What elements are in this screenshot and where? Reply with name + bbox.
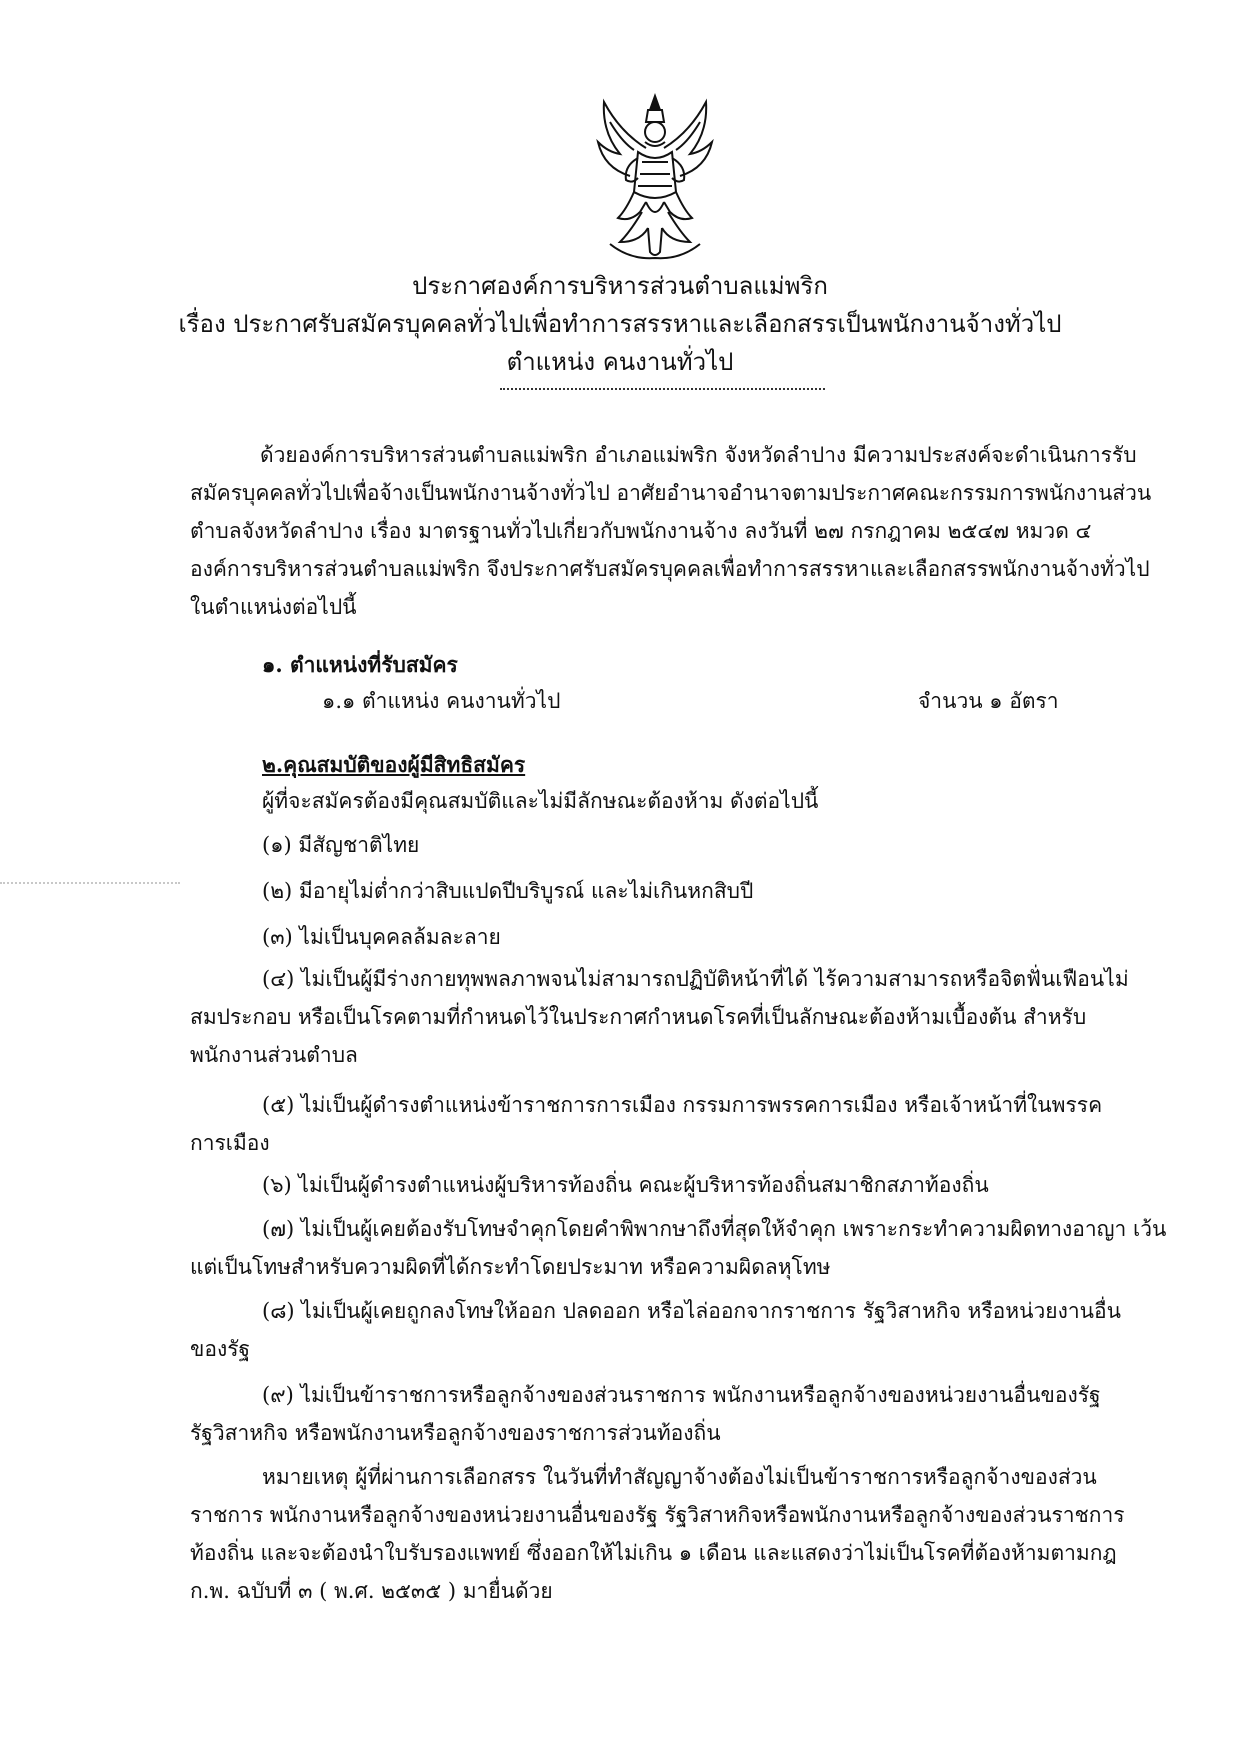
intro-line: องค์การบริหารส่วนตำบลแม่พริก จึงประกาศรับสมัครบุคคลเพื่อทำการสรรหาและเลือกสรรพนักงานจ้างทั่วไป <box>190 557 1150 581</box>
note-paragraph: หมายเหตุ ผู้ที่ผ่านการเลือกสรร ในวันที่ทำสัญญาจ้างต้องไม่เป็นข้าราชการหรือลูกจ้างของส่วน ราชการ พนักงานหรือลูกจ้างของหน่วยงานอื่นของรัฐ รัฐวิสาหกิจหรือพนักงานหรือลูกจ้างของส่วนราชการ ท้องถิ่น และจะต้องนำใบรับรองแพทย์ ซึ่งออกให้ไม่เกิน ๑ เดือน และแสดงว่าไม่เป็นโรคที่ต้องห้ามตามกฎ ก.พ. ฉบับที่ ๓ ( พ.ศ. ๒๕๓๕ ) มายื่นด้วย <box>190 1465 1125 1603</box>
qualification-8: (๘) ไม่เป็นผู้เคยถูกลงโทษให้ออก ปลดออก หรือไล่ออกจากราชการ รัฐวิสาหกิจ หรือหน่วยงานอื่น ของรัฐ <box>190 1299 1121 1361</box>
qualification-2: (๒) มีอายุไม่ต่ำกว่าสิบแปดปีบริบูรณ์ และไม่เกินหกสิบปี <box>262 879 754 903</box>
section1-count: จำนวน ๑ อัตรา <box>918 689 1059 713</box>
intro-line: ตำบลจังหวัดลำปาง เรื่อง มาตรฐานทั่วไปเกี่ยวกับพนักงานจ้าง ลงวันที่ ๒๗ กรกฎาคม ๒๕๔๗ หมวด ๔ <box>190 519 1092 543</box>
qualification-3: (๓) ไม่เป็นบุคคลล้มละลาย <box>262 925 501 949</box>
intro-line: สมัครบุคคลทั่วไปเพื่อจ้างเป็นพนักงานจ้างทั่วไป อาศัยอำนาจอำนาจตามประกาศคณะกรรมการพนักงานส่วน <box>190 481 1152 505</box>
scan-mark <box>0 882 180 884</box>
intro-line: ในตำแหน่งต่อไปนี้ <box>190 595 357 619</box>
qualification-4: (๔) ไม่เป็นผู้มีร่างกายทุพพลภาพจนไม่สามารถปฏิบัติหน้าที่ได้ ไร้ความสามารถหรือจิตฟั่นเฟือนไม่ สมประกอบ หรือเป็นโรคตามที่กำหนดไว้ในประกาศกำหนดโรคที่เป็นลักษณะต้องห้ามเบื้องต้น สำหรับ พนักงานส่วนตำบล <box>190 967 1129 1067</box>
garuda-emblem <box>590 92 720 264</box>
qualification-6: (๖) ไม่เป็นผู้ดำรงตำแหน่งผู้บริหารท้องถิ่น คณะผู้บริหารท้องถิ่นสมาชิกสภาท้องถิ่น <box>262 1173 989 1197</box>
intro-line: ด้วยองค์การบริหารส่วนตำบลแม่พริก อำเภอแม่พริก จังหวัดลำปาง มีความประสงค์จะดำเนินการรับ <box>260 443 1137 467</box>
qualification-1: (๑) มีสัญชาติไทย <box>262 833 420 857</box>
section1-item: ๑.๑ ตำแหน่ง คนงานทั่วไป <box>322 689 561 713</box>
intro-paragraph <box>190 436 1152 626</box>
qualification-9: (๙) ไม่เป็นข้าราชการหรือลูกจ้างของส่วนราชการ พนักงานหรือลูกจ้างของหน่วยงานอื่นของรัฐ รัฐวิสาหกิจ หรือพนักงานหรือลูกจ้างของราชการส่วนท้องถิ่น <box>190 1383 1101 1445</box>
section2-heading: ๒.คุณสมบัติของผู้มีสิทธิสมัคร <box>262 752 526 777</box>
qualification-5: (๕) ไม่เป็นผู้ดำรงตำแหน่งข้าราชการการเมือง กรรมการพรรคการเมือง หรือเจ้าหน้าที่ในพรรค การเมือง <box>190 1093 1103 1155</box>
announcement-subject: เรื่อง ประกาศรับสมัครบุคคลทั่วไปเพื่อทำการสรรหาและเลือกสรรเป็นพนักงานจ้างทั่วไป <box>178 310 1062 338</box>
announcement-title: ประกาศองค์การบริหารส่วนตำบลแม่พริก <box>412 272 828 300</box>
announcement-position: ตำแหน่ง คนงานทั่วไป <box>506 348 734 376</box>
dotted-divider <box>500 388 825 390</box>
qualification-7: (๗) ไม่เป็นผู้เคยต้องรับโทษจำคุกโดยคำพิพากษาถึงที่สุดให้จำคุก เพราะกระทำความผิดทางอาญา เว้น แต่เป็นโทษสำหรับความผิดที่ได้กระทำโดยประมาท หรือความผิดลหุโทษ <box>190 1217 1167 1279</box>
section1-heading: ๑. ตำแหน่งที่รับสมัคร <box>262 652 458 677</box>
section2-lead: ผู้ที่จะสมัครต้องมีคุณสมบัติและไม่มีลักษณะต้องห้าม ดังต่อไปนี้ <box>262 789 819 813</box>
